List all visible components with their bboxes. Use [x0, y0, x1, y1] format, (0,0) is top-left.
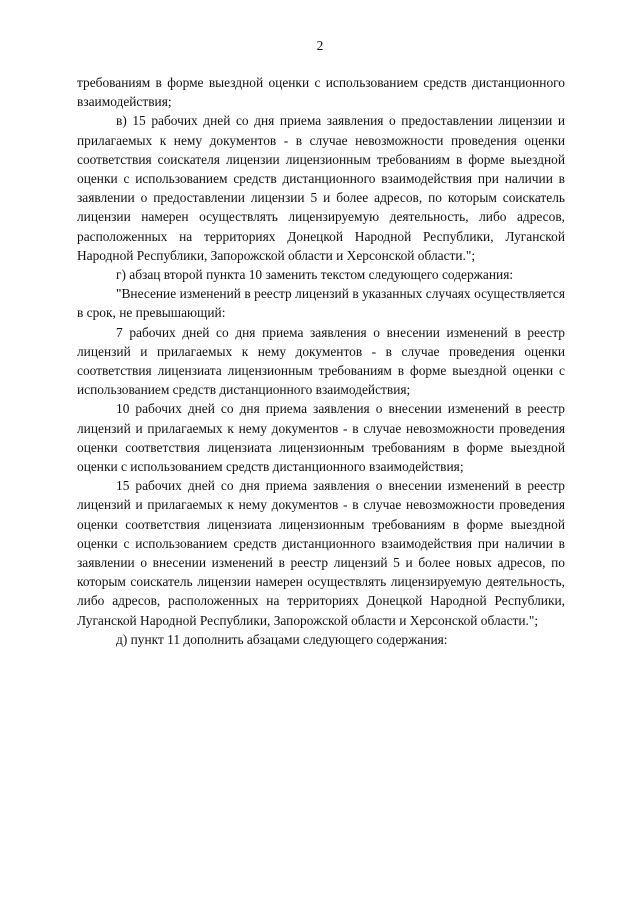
document-body — [77, 73, 565, 649]
paragraph-quote-intro: "Внесение изменений в реестр лицензий в указанных случаях осуществляется в срок, не превышающий: — [77, 286, 565, 321]
paragraph-continuation: требованиям в форме выездной оценки с использованием средств дистанционного взаимодействия; — [77, 75, 565, 110]
paragraph-10-days: 10 рабочих дней со дня приема заявления о внесении изменений в реестр лицензий и прилагаемых к нему документов - в случае невозможности проведения оценки соответствия лицензиата лицензионным требованиям в форме выездной оценки с использованием средств дистанционного взаимодействия; — [77, 401, 565, 475]
page-number: 2 — [316, 38, 324, 53]
paragraph-item-g: г) абзац второй пункта 10 заменить текстом следующего содержания: — [116, 267, 514, 283]
paragraph-15-days: 15 рабочих дней со дня приема заявления о внесении изменений в реестр лицензий и прилагаемых к нему документов - в случае невозможности проведения оценки соответствия лицензиата лицензионным требованиям в форме выездной оценки с использованием средств дистанционного взаимодействия при наличии в заявлении о внесении изменений в реестр лицензий 5 и более новых адресов, по которым соискатель лицензии намерен осуществлять лицензируемую деятельность, либо адресов, расположенных на территориях Донецкой Народной Республики, Луганской Народной Республики, Запорожской области и Херсонской области."; — [77, 478, 565, 628]
paragraph-item-v: в) 15 рабочих дней со дня приема заявления о предоставлении лицензии и прилагаемых к нему документов - в случае невозможности проведения оценки соответствия соискателя лицензии лицензионным требованиям в форме выездной оценки с использованием средств дистанционного взаимодействия при наличии в заявлении о предоставлении лицензии 5 и более адресов, по которым соискатель лицензии намерен осуществлять лицензируемую деятельность, либо адресов, расположенных на территориях Донецкой Народной Республики, Луганской Народной Республики, Запорожской области и Херсонской области."; — [77, 113, 565, 263]
paragraph-7-days: 7 рабочих дней со дня приема заявления о внесении изменений в реестр лицензий и прилагаемых к нему документов - в случае проведения оценки соответствия лицензиата лицензионным требованиям в форме выездной оценки с использованием средств дистанционного взаимодействия; — [77, 324, 565, 398]
paragraph-item-d: д) пункт 11 дополнить абзацами следующего содержания: — [116, 631, 448, 647]
